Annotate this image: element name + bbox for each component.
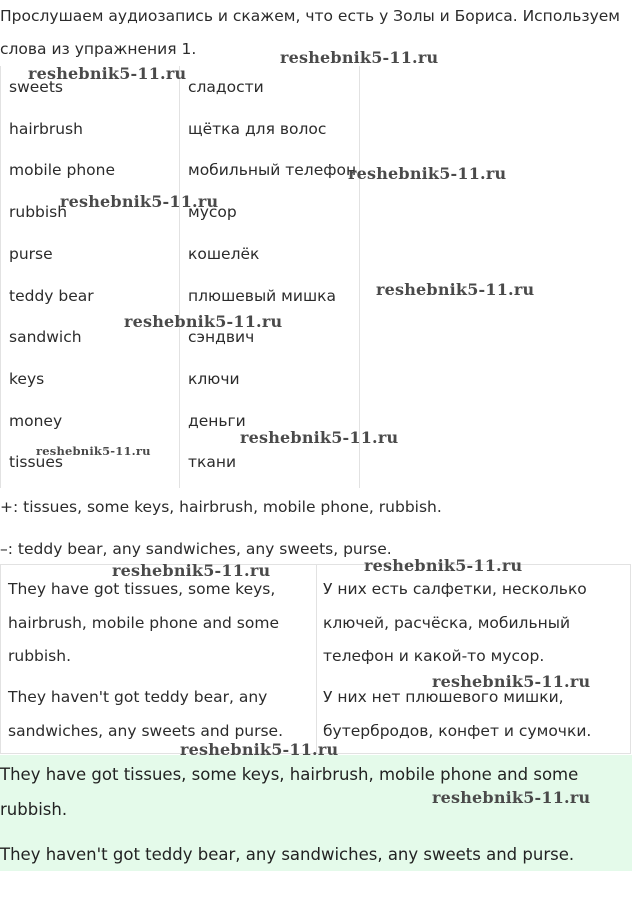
plus-line: +: tissues, some keys, hairbrush, mobile phone, rubbish. bbox=[0, 498, 442, 516]
watermark: reshebnik5-11.ru bbox=[112, 561, 271, 580]
english-word: keys bbox=[9, 369, 45, 388]
translation-ru-2: У них нет плюшевого мишки, бутербродов, конфет и сумочки. bbox=[323, 688, 592, 740]
table-row bbox=[1, 233, 359, 275]
table-row bbox=[1, 108, 359, 150]
table-row bbox=[1, 149, 359, 191]
english-word: teddy bear bbox=[9, 286, 94, 305]
watermark: reshebnik5-11.ru bbox=[124, 312, 283, 331]
table-row bbox=[1, 358, 359, 400]
russian-word: кошелёк bbox=[188, 244, 260, 263]
english-word: money bbox=[9, 411, 63, 430]
english-word: purse bbox=[9, 244, 53, 263]
intro-text: Прослушаем аудиозапись и скажем, что есть у Золы и Бориса. Используем слова из упражнения 1. bbox=[0, 7, 620, 58]
russian-word: щётка для волос bbox=[188, 119, 327, 138]
translation-en-2: They haven't got teddy bear, any sandwiches, any sweets and purse. bbox=[8, 688, 284, 740]
answer-line-2: They haven't got teddy bear, any sandwiches, any sweets and purse. bbox=[0, 845, 575, 864]
english-word: tissues bbox=[9, 453, 63, 472]
watermark: reshebnik5-11.ru bbox=[36, 444, 151, 458]
watermark: reshebnik5-11.ru bbox=[364, 556, 523, 575]
minus-line: –: teddy bear, any sandwiches, any sweets, purse. bbox=[0, 540, 392, 558]
watermark: reshebnik5-11.ru bbox=[60, 192, 219, 211]
translation-en-1: They have got tissues, some keys, hairbrush, mobile phone and some rubbish. bbox=[8, 580, 280, 665]
russian-word: мобильный телефон bbox=[188, 161, 357, 180]
watermark: reshebnik5-11.ru bbox=[180, 740, 339, 759]
vocabulary-table bbox=[0, 66, 360, 488]
watermark: reshebnik5-11.ru bbox=[432, 672, 591, 691]
watermark: reshebnik5-11.ru bbox=[348, 164, 507, 183]
watermark: reshebnik5-11.ru bbox=[28, 64, 187, 83]
english-word: sweets bbox=[9, 78, 63, 96]
translation-table bbox=[0, 564, 631, 754]
english-word: rubbish bbox=[9, 203, 68, 222]
watermark: reshebnik5-11.ru bbox=[240, 428, 399, 447]
watermark: reshebnik5-11.ru bbox=[280, 48, 439, 67]
russian-word: плюшевый мишка bbox=[188, 286, 336, 305]
russian-word: ключи bbox=[188, 369, 240, 388]
english-word: hairbrush bbox=[9, 119, 83, 138]
english-word: mobile phone bbox=[9, 161, 116, 180]
russian-word: деньги bbox=[188, 411, 246, 430]
answer-box bbox=[0, 755, 632, 871]
watermark: reshebnik5-11.ru bbox=[432, 788, 591, 807]
russian-word: ткани bbox=[188, 453, 237, 472]
russian-word: сладости bbox=[188, 78, 264, 96]
russian-word: мусор bbox=[188, 203, 237, 222]
watermark: reshebnik5-11.ru bbox=[376, 280, 535, 299]
translation-ru-1: У них есть салфетки, несколько ключей, расчёска, мобильный телефон и какой-то мусор. bbox=[323, 580, 587, 665]
table-row bbox=[1, 275, 359, 317]
english-word: sandwich bbox=[9, 328, 82, 347]
russian-word: сэндвич bbox=[188, 328, 255, 347]
answer-line-1: They have got tissues, some keys, hairbrush, mobile phone and some rubbish. bbox=[0, 765, 579, 819]
column-divider bbox=[316, 565, 317, 753]
